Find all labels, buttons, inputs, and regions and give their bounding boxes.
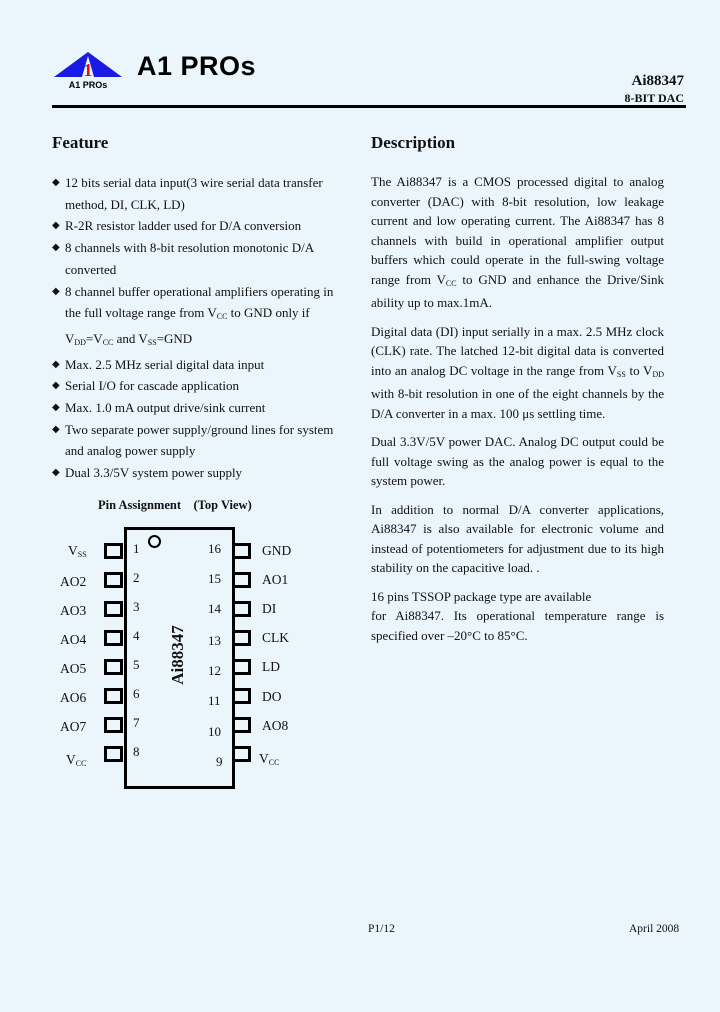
pin-name: DO xyxy=(262,689,282,704)
pin-name: $V_{SS}$ xyxy=(68,543,87,559)
chip-label: Ai88347 xyxy=(168,625,187,685)
svg-text:A1 PROs: A1 PROs xyxy=(68,80,108,90)
description-paragraph: Dual 3.3V/5V power DAC. Analog DC output could be full voltage swing as the analog power is equal to the system power. xyxy=(371,434,664,488)
description-paragraph: In addition to normal D/A converter applications, Ai88347 is also available for electronic volume and instead of potentiometers for adjustment due to its high stability on the capacitive load. . xyxy=(371,501,664,575)
company-logo-icon xyxy=(52,50,124,90)
document-date: April 2008 xyxy=(629,923,680,935)
diamond-bullet-icon: ◆ xyxy=(52,380,60,392)
pin-number: 14 xyxy=(208,601,221,616)
pin-pad xyxy=(232,543,251,559)
pin-pad xyxy=(104,630,123,646)
diamond-bullet-icon: ◆ xyxy=(52,220,60,232)
diamond-bullet-icon: ◆ xyxy=(52,402,60,414)
pin-name: GND xyxy=(262,543,292,558)
pin-number: 1 xyxy=(133,541,140,556)
pin-number: 16 xyxy=(208,541,221,556)
document-subtitle: 8-BIT DAC xyxy=(624,91,684,105)
description-body xyxy=(371,172,664,645)
pin-number: 3 xyxy=(133,599,140,614)
feature-item: ◆ 8 channel buffer operational amplifiers operating in the full voltage range from $V_{CC}$ to GND only if $V_{DD}=V_{CC}$ and $V_{SS}=GND$ xyxy=(52,281,352,354)
diamond-bullet-icon: ◆ xyxy=(52,285,60,297)
pin-pad xyxy=(232,572,251,588)
pin-pad xyxy=(232,601,251,617)
pin-name: AO1 xyxy=(262,572,289,587)
feature-item: ◆ R-2R resistor ladder used for D/A conversion xyxy=(52,215,352,237)
company-name: A1 PROs xyxy=(137,51,257,81)
feature-item: ◆ Two separate power supply/ground lines for system and analog power supply xyxy=(52,419,352,462)
pin-pad xyxy=(104,659,123,675)
feature-item: ◆ 12 bits serial data input(3 wire serial data transfer method, DI, CLK, LD) xyxy=(52,172,352,215)
feature-list xyxy=(52,172,352,484)
pin-name: AO5 xyxy=(60,661,87,676)
diamond-bullet-icon: ◆ xyxy=(52,242,60,254)
description-paragraph: The Ai88347 is a CMOS processed digital to analog converter (DAC) with 8-bit resolution, low leakage current and low operating current. The Ai88347 has 8 channels with build in operational amplifier output buffers which could operate in the full-swing voltage range from $V_{CC}$ to GND and enhance the Drive/Sink ability up to max.1mA. xyxy=(371,174,665,310)
feature-heading: Feature xyxy=(52,133,109,152)
pin-number: 8 xyxy=(133,744,140,759)
pin1-notch-icon xyxy=(148,535,161,548)
feature-item: ◆ 8 channels with 8-bit resolution monotonic D/A converted xyxy=(52,237,352,280)
pin-pad xyxy=(232,659,251,675)
description-heading: Description xyxy=(371,133,456,152)
pin-pad xyxy=(232,746,251,762)
pin-number: 11 xyxy=(208,693,221,708)
pin-name: AO8 xyxy=(262,718,289,733)
pin-number: 4 xyxy=(133,628,140,643)
pin-name: DI xyxy=(262,601,277,616)
diamond-bullet-icon: ◆ xyxy=(52,423,60,435)
pin-name: $V_{CC}$ xyxy=(66,752,87,768)
pin-number: 15 xyxy=(208,571,221,586)
pin-pad xyxy=(232,630,251,646)
pin-number: 12 xyxy=(208,663,221,678)
pin-number: 7 xyxy=(133,715,140,730)
pin-assignment-title: Pin Assignment (Top View) xyxy=(98,498,252,512)
pin-pad xyxy=(104,746,123,762)
pin-pad xyxy=(104,717,123,733)
svg-text:1: 1 xyxy=(83,60,93,80)
pin-number: 10 xyxy=(208,724,221,739)
pin-name: AO3 xyxy=(60,603,87,618)
pin-number: 2 xyxy=(133,570,140,585)
pin-pad xyxy=(104,572,123,588)
pin-pad xyxy=(232,717,251,733)
feature-item: ◆ Dual 3.3/5V system power supply xyxy=(52,462,352,484)
pin-name: AO7 xyxy=(60,719,87,734)
diamond-bullet-icon: ◆ xyxy=(52,177,60,188)
pin-number: 5 xyxy=(133,657,140,672)
pin-pad xyxy=(232,688,251,704)
pin-number: 9 xyxy=(216,754,223,769)
pin-number: 6 xyxy=(133,686,140,701)
feature-item: ◆ Serial I/O for cascade application xyxy=(52,375,352,397)
pin-name: AO4 xyxy=(60,632,87,647)
pin-name: $V_{CC}$ xyxy=(259,751,280,767)
diamond-bullet-icon: ◆ xyxy=(52,467,60,479)
pin-pad xyxy=(104,688,123,704)
pin-number: 13 xyxy=(208,633,221,648)
header-divider xyxy=(52,105,686,108)
pin-pad xyxy=(104,543,123,559)
diamond-bullet-icon: ◆ xyxy=(52,358,60,370)
description-paragraph: 16 pins TSSOP package type are available for Ai88347. Its operational temperature range is specified over –20°C to 85°C. xyxy=(371,588,664,643)
pin-pad xyxy=(104,601,123,617)
pin-name: AO6 xyxy=(60,690,87,705)
pin-name: LD xyxy=(262,659,280,674)
description-paragraph: Digital data (DI) input serially in a max. 2.5 MHz clock (CLK) rate. The latched 12-bit digital data is converted into an analog DC voltage in the range from $V_{SS}$ to $V_{DD}$ with 8-bit resolution in one of the eight channels by the D/A converter in a max. 100 μs settling time. xyxy=(371,323,665,421)
pin-name: AO2 xyxy=(60,574,87,589)
feature-item: ◆ Max. 1.0 mA output drive/sink current xyxy=(52,397,352,419)
pin-name: CLK xyxy=(262,630,289,645)
part-number: Ai88347 xyxy=(631,73,684,89)
feature-item: ◆ Max. 2.5 MHz serial digital data input xyxy=(52,354,352,376)
page-number: P1/12 xyxy=(368,923,395,935)
